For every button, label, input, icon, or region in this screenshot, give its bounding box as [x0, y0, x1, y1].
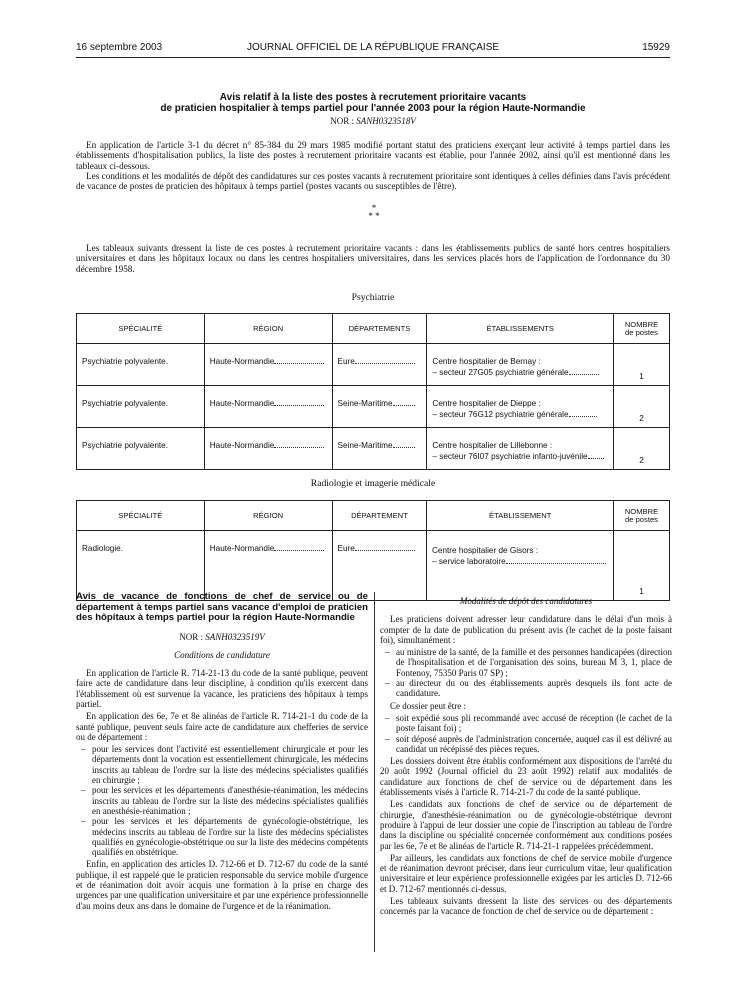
section-separator-stars [0, 204, 748, 220]
notice2-paragraph-3: Enfin, en application des articles D. 712-66 et D. 712-67 du code de la santé publique, il est rappelé que le praticien responsable du service mobile d'urgence et de réanimation doit avoir acquis une formation à la prise en charge des urgences par une qualification universitaire et par une expérience professionnelle d'au moins deux ans dans le domaine de l'urgence et de la réanimation. [76, 859, 368, 911]
notice2-nor: NOR : SANH0323519V [179, 631, 265, 642]
list-item: – au ministre de la santé, de la famille et des personnes handicapées (direction de l'hospitalisation et de l'organisation des soins, bureau M 3, 1, place de Fontenoy, 75350 Paris 07 SP) ; [380, 647, 672, 678]
column-divider [374, 592, 375, 952]
col-specialite: SPÉCIALITÉ [77, 501, 205, 531]
col-specialite: SPÉCIALITÉ [77, 314, 205, 344]
header-page-number: 15929 [642, 42, 670, 53]
col-region: RÉGION [204, 501, 332, 531]
cell-departement: Eure [332, 344, 427, 386]
cell-etablissement: Centre hospitalier de Bernay : – secteur 27G05 psychiatrie générale [427, 344, 614, 386]
nor-code: SANH0323518V [356, 116, 416, 126]
table-header-row [77, 314, 670, 344]
notice1-paragraph-3: Les tableaux suivants dressent la liste de ces postes à recrutement prioritaire vacants : dans les établissements publics de santé hors centres hospitaliers universitaires et dans les hôpitaux locaux ou dans les centres hospitaliers universitaires, dans les services placés hors de l'application de l'ordonnance du 30 décembre 1958. [76, 243, 670, 274]
list-item: – pour les services et les départements d'anesthésie-réanimation, les médecins inscrits au tableau de l'ordre sur la liste des médecins spécialistes qualifiés en anesthésie-réanimation ; [76, 785, 368, 816]
col-departement: DÉPARTEMENT [332, 501, 427, 531]
subheading-modalites: Modalités de dépôt des candidatures [459, 596, 593, 606]
cell-region: Haute-Normandie [204, 428, 332, 470]
col-departements: DÉPARTEMENTS [332, 314, 427, 344]
cell-region: Haute-Normandie [204, 344, 332, 386]
notice1-paragraph-1: En application de l'article 3-1 du décret n° 85-384 du 29 mars 1985 modifié portant statut des praticiens exerçant leur activité à temps partiel dans les établissements d'hospitalisation publics, la liste des postes à recrutement prioritaire vacants est établie, pour l'année 2002, ainsi qu'il est mentionné dans les tableaux ci-dessous. [76, 140, 670, 171]
star-top: * [371, 203, 377, 213]
cell-etablissement: Centre hospitalier de Dieppe : – secteur 76G12 psychiatrie générale [427, 386, 614, 428]
list-item: – pour les services et les départements de gynécologie-obstétrique, les médecins inscrits au tableau de l'ordre sur la liste des médecins spécialistes qualifiés en gynécologie-obstétrique ou sur la liste des médecins compétents qualifiés en obstétrique. [76, 816, 368, 857]
notice2-paragraph-2: En application des 6e, 7e et 8e alinéas de l'article R. 714-21-1 du code de la santé publique, peuvent seuls faire acte de candidature aux chefferies de service ou de département : [76, 711, 368, 742]
notice1-paragraph-2: Les conditions et les modalités de dépôt des candidatures sur ces postes vacants à recrutement prioritaire sont identiques à celles définies dans l'avis précédent de vacance de postes de praticien des hôpitaux à temps partiel (postes vacants ou susceptibles de l'être). [76, 171, 670, 192]
table-row [77, 344, 670, 386]
table-psychiatrie-caption: Psychiatrie [351, 292, 395, 303]
recipients-list [380, 647, 672, 698]
cell-specialite: Psychiatrie polyvalente. [77, 428, 205, 470]
cell-departement: Seine-Maritime [332, 428, 427, 470]
radiologie-etablissement: Centre hospitalier de Gisors : – service laboratoire [432, 545, 606, 567]
notice2-paragraph-8: Par ailleurs, les candidats aux fonctions de chef de service mobile d'urgence et de réanimation devront préciser, dans leur curriculum vitae, leur qualification universitaire et leur expérience professionnelle exigées par les articles D. 712-66 et D. 712-67 mentionnés ci-dessus. [380, 852, 672, 894]
cell-nombre: 1 [614, 344, 670, 386]
table-radiologie-caption: Radiologie et imagerie médicale [310, 478, 436, 489]
notice2-paragraph-7: Les candidats aux fonctions de chef de service ou de département de chirurgie, d'anesthésie-réanimation ou de gynécologie-obstétrique devront produire à l'appui de leur dossier une copie de l'inscription au tableau de l'ordre dans la discipline ou spécialité concernée conformément aux conditions posées par les 6e, 7e et 8e alinéas de l'article R. 714-21-1 rappelées précédemment. [380, 799, 672, 851]
cell-departement: Seine-Maritime [332, 386, 427, 428]
list-item: – soit expédié sous pli recommandé avec accusé de réception (le cachet de la poste faisant foi) ; [380, 713, 672, 734]
notice2-paragraph-4: Les praticiens doivent adresser leur candidature dans le délai d'un mois à compter de la date de publication du présent avis (le cachet de la poste faisant foi), simultanément : [380, 614, 672, 645]
cell-nombre: 1 [614, 531, 670, 601]
cell-departement: Eure [332, 531, 427, 601]
notice1-title [76, 92, 670, 114]
table-psychiatrie [76, 313, 670, 470]
page-header [76, 42, 670, 56]
cell-nombre: 2 [614, 428, 670, 470]
notice2-paragraph-6: Les dossiers doivent être établis conformément aux dispositions de l'arrêté du 20 août 1992 (Journal officiel du 23 août 1992) relatif aux modalités de candidature aux fonctions de chef de service ou de département dans les établissements visés à l'article R. 714-21-7 du code de la santé publique. [380, 756, 672, 798]
list-item: – pour les services dont l'activité est essentiellement chirurgicale et pour les départements dont la vocation est essentiellement chirurgicale, les médecins inscrits au tableau de l'ordre sur la liste des médecins spécialistes qualifiés en chirurgie ; [76, 744, 368, 785]
header-date: 16 septembre 2003 [76, 42, 163, 53]
list-item: – soit déposé auprès de l'administration concernée, auquel cas il est délivré au candidat un récépissé des pièces reçues. [380, 734, 672, 755]
cell-specialite: Psychiatrie polyvalente. [77, 386, 205, 428]
cell-etablissement: Centre hospitalier de Lillebonne : – secteur 76I07 psychiatrie infanto-juvénile [427, 428, 614, 470]
cell-region: Haute-Normandie [204, 386, 332, 428]
cell-specialite: Psychiatrie polyvalente. [77, 344, 205, 386]
header-journal-title: JOURNAL OFFICIEL DE LA RÉPUBLIQUE FRANÇAISE [246, 42, 500, 53]
submission-list [380, 713, 672, 754]
header-rule [76, 57, 670, 58]
table-header-row [77, 501, 670, 531]
notice2-left-column [76, 592, 368, 913]
col-nombre: NOMBRE de postes [614, 314, 670, 344]
notice1-nor [76, 116, 670, 126]
conditions-list [76, 744, 368, 857]
stars-bottom: * * [368, 211, 380, 221]
col-nombre: NOMBRE de postes [614, 501, 670, 531]
notice2-right-column [380, 592, 672, 919]
cell-nombre: 2 [614, 386, 670, 428]
cell-region: Haute-Normandie [204, 531, 332, 601]
col-region: RÉGION [204, 314, 332, 344]
col-etablissement: ÉTABLISSEMENT [427, 501, 614, 531]
notice2-paragraph-1: En application de l'article R. 714-21-13 du code de la santé publique, peuvent faire acte de candidature dans leur discipline, à condition qu'ils exercent dans l'établissement où est survenue la vacance, les praticiens des hôpitaux à temps partiel. [76, 668, 368, 709]
table-row [77, 428, 670, 470]
notice1-title-line2: de praticien hospitalier à temps partiel pour l'année 2003 pour la région Haute-Normandie [160, 103, 586, 114]
notice1-title-line1: Avis relatif à la liste des postes à recrutement prioritaire vacants [219, 92, 527, 103]
list-item: – au directeur du ou des établissements auprès desquels ils font acte de candidature. [380, 678, 672, 699]
subheading-conditions: Conditions de candidature [174, 649, 270, 660]
cell-specialite: Radiologie. [77, 531, 205, 601]
table-row [77, 386, 670, 428]
notice2-paragraph-5: Ce dossier peut être : [390, 700, 466, 711]
nor-label: NOR : [330, 116, 357, 126]
notice2-paragraph-9: Les tableaux suivants dressent la liste des services ou des départements concernés par la vacance de fonction de chef de service ou de département : [380, 896, 672, 917]
col-etablissements: ÉTABLISSEMENTS [427, 314, 614, 344]
notice2-title: Avis de vacance de fonctions de chef de service ou de département à temps partiel sans vacance d'emploi de praticien des hôpitaux à temps partiel pour la région Haute-Normandie [76, 591, 368, 623]
